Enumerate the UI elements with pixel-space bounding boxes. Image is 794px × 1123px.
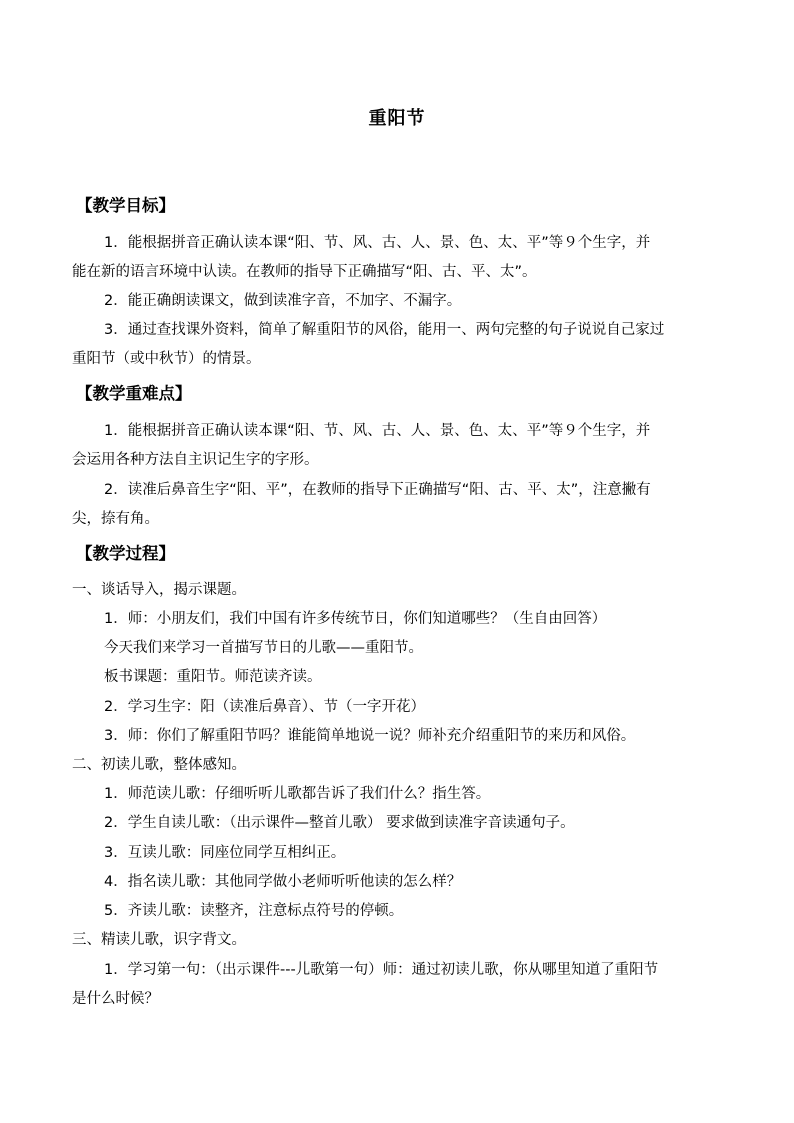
keypoint-1-line-2: 会运用各种方法自主识记生字的字形。 xyxy=(72,452,319,468)
keypoint-2-line-1: 2．读准后鼻音生字“阳、平”，在教师的指导下正确描写“阳、古、平、太”，注意撇有 xyxy=(104,482,651,498)
process-2-step-2: 2．学生自读儿歌：（出示课件—整首儿歌） 要求做到读准字音读通句子。 xyxy=(104,815,575,831)
page-title: 重阳节 xyxy=(368,108,426,129)
process-part-3: 三、精读儿歌，识字背文。 xyxy=(72,932,246,948)
process-1-step-1: 1．师：小朋友们，我们中国有许多传统节日，你们知道哪些？（生自由回答） xyxy=(104,611,607,627)
objective-2: 2．能正确朗读课文，做到读准字音，不加字、不漏字。 xyxy=(104,293,462,309)
process-1-step-2: 今天我们来学习一首描写节日的儿歌——重阳节。 xyxy=(104,640,423,656)
objectives-heading: 【教学目标】 xyxy=(76,196,175,215)
objective-1-line-1: 1．能根据拼音正确认读本课“阳、节、风、古、人、景、色、太、平”等９个生字，并 xyxy=(104,235,651,251)
process-part-1: 一、谈话导入，揭示课题。 xyxy=(72,582,246,598)
process-2-step-1: 1．师范读儿歌：仔细听听儿歌都告诉了我们什么？指生答。 xyxy=(104,786,491,802)
keypoint-1-line-1: 1．能根据拼音正确认读本课“阳、节、风、古、人、景、色、太、平”等９个生字，并 xyxy=(104,423,651,439)
process-2-step-5: 5．齐读儿歌：读整齐，注意标点符号的停顿。 xyxy=(104,903,404,919)
process-2-step-4: 4．指名读儿歌：其他同学做小老师听听他读的怎么样？ xyxy=(104,874,462,890)
process-3-step-1-line-1: 1．学习第一句：（出示课件---儿歌第一句）师：通过初读儿歌，你从哪里知道了重阳节 xyxy=(104,962,659,978)
process-1-step-3: 板书课题：重阳节。师范读齐读。 xyxy=(104,669,322,685)
process-1-step-4: 2．学习生字：阳（读准后鼻音）、节（一字开花） xyxy=(104,699,425,715)
objective-3-line-2: 重阳节（或中秋节）的情景。 xyxy=(72,351,261,367)
process-part-2: 二、初读儿歌，整体感知。 xyxy=(72,757,246,773)
objective-1-line-2: 能在新的语言环境中认读。在教师的指导下正确描写“阳、古、平、太”。 xyxy=(72,264,537,280)
process-heading: 【教学过程】 xyxy=(76,544,175,563)
process-1-step-5: 3．师：你们了解重阳节吗？谁能简单地说一说？师补充介绍重阳节的来历和风俗。 xyxy=(104,728,636,744)
keypoints-heading: 【教学重难点】 xyxy=(76,384,192,403)
process-3-step-1-line-2: 是什么时候？ xyxy=(72,991,159,1007)
objective-3-line-1: 3．通过查找课外资料，简单了解重阳节的风俗，能用一、两句完整的句子说说自己家过 xyxy=(104,322,665,338)
keypoint-2-line-2: 尖，捺有角。 xyxy=(72,511,159,527)
process-2-step-3: 3．互读儿歌：同座位同学互相纠正。 xyxy=(104,845,346,861)
